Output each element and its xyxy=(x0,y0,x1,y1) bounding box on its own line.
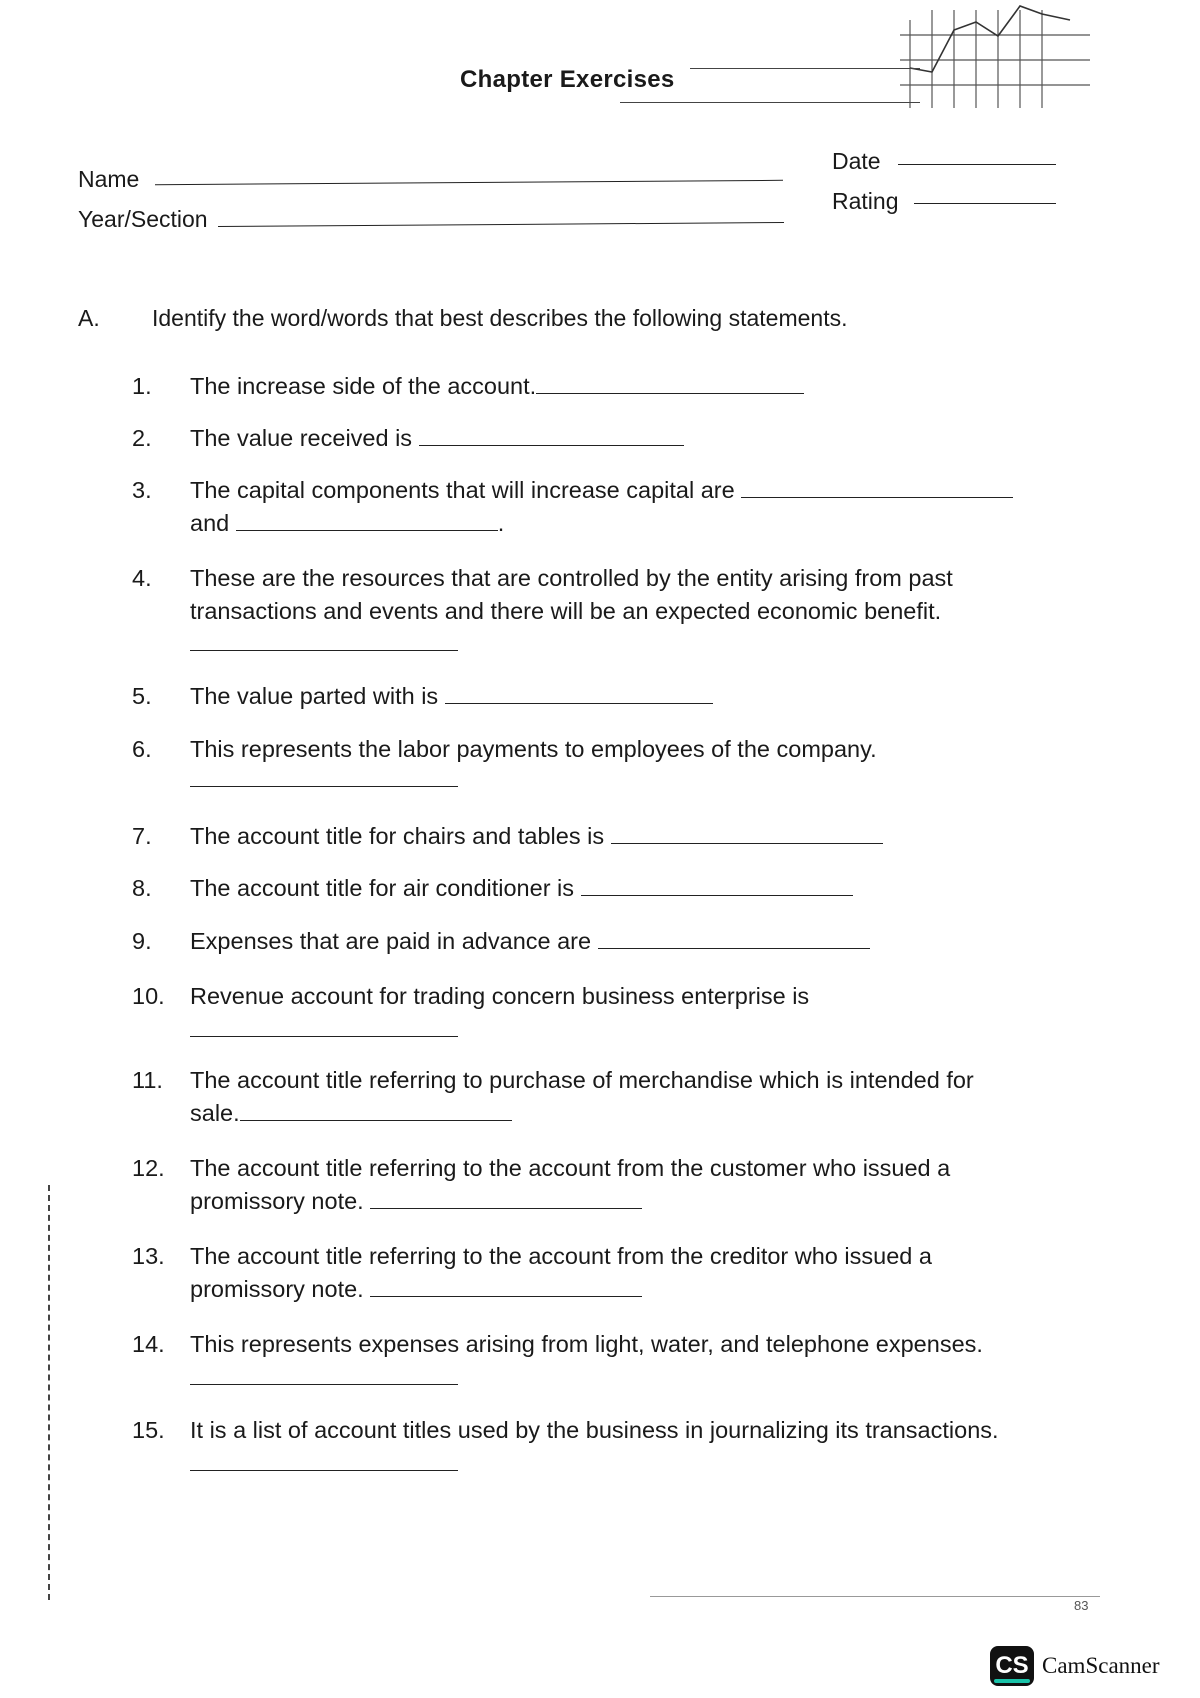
name-field[interactable] xyxy=(155,180,783,185)
question-text xyxy=(190,872,853,905)
question-text xyxy=(190,925,870,958)
answer-blank[interactable] xyxy=(190,1470,458,1471)
camscanner-watermark xyxy=(990,1646,1160,1686)
year-section-label: Year/Section xyxy=(78,206,208,232)
question-3 xyxy=(132,474,1132,544)
question-text-content: The value received is xyxy=(190,425,413,451)
question-text-content: Expenses that are paid in advance are xyxy=(190,928,592,954)
answer-blank[interactable] xyxy=(370,1186,642,1209)
question-number: 14. xyxy=(132,1331,165,1357)
question-9 xyxy=(132,925,1132,965)
answer-blank[interactable] xyxy=(419,423,684,446)
question-1 xyxy=(132,370,1132,410)
question-text-line-2 xyxy=(190,507,504,540)
rating-label: Rating xyxy=(832,188,899,214)
question-11 xyxy=(132,1064,1132,1136)
answer-blank[interactable] xyxy=(581,873,853,896)
rating-field[interactable] xyxy=(914,203,1056,204)
question-number: 1. xyxy=(132,373,152,399)
question-number: 9. xyxy=(132,928,152,954)
question-text xyxy=(190,820,883,853)
question-15 xyxy=(132,1414,1132,1484)
question-text-content: sale. xyxy=(190,1100,240,1126)
question-number: 2. xyxy=(132,425,152,451)
question-14 xyxy=(132,1328,1132,1398)
title-rule-right xyxy=(690,68,920,69)
question-text-line-2 xyxy=(190,1185,642,1218)
answer-blank-2[interactable] xyxy=(236,508,498,531)
question-6 xyxy=(132,733,1132,803)
answer-blank[interactable] xyxy=(240,1098,512,1121)
question-number: 12. xyxy=(132,1155,165,1181)
answer-blank[interactable] xyxy=(190,650,458,651)
question-text-suffix: . xyxy=(497,510,505,536)
question-text-line-2 xyxy=(190,1097,512,1130)
answer-blank[interactable] xyxy=(611,821,883,844)
year-section-field[interactable] xyxy=(218,222,784,227)
question-text-line-1: The account title referring to purchase of merchandise which is intended for xyxy=(190,1067,974,1093)
question-2 xyxy=(132,422,1132,462)
question-12 xyxy=(132,1152,1132,1224)
question-text-content: The increase side of the account. xyxy=(190,373,537,399)
answer-blank[interactable] xyxy=(190,786,458,787)
page-title: Chapter Exercises xyxy=(460,66,675,93)
question-number: 10. xyxy=(132,983,165,1009)
answer-blank[interactable] xyxy=(598,926,870,949)
question-text xyxy=(190,680,713,713)
question-text: Revenue account for trading concern business enterprise is xyxy=(190,983,810,1009)
title-rule-under xyxy=(620,102,920,103)
question-number: 11. xyxy=(132,1067,163,1093)
footer-rule xyxy=(650,1596,1100,1597)
camscanner-name: CamScanner xyxy=(1042,1653,1160,1678)
section-a-heading xyxy=(78,305,847,332)
question-number: 5. xyxy=(132,683,152,709)
question-number: 15. xyxy=(132,1417,165,1443)
question-10 xyxy=(132,980,1132,1050)
question-number: 13. xyxy=(132,1243,165,1269)
name-label: Name xyxy=(78,166,140,192)
question-number: 4. xyxy=(132,565,152,591)
question-number: 7. xyxy=(132,823,152,849)
decorative-chart-graphic xyxy=(880,0,1100,115)
question-text-line-1: The account title referring to the account from the creditor who issued a xyxy=(190,1243,932,1269)
question-number: 8. xyxy=(132,875,152,901)
page-number: 83 xyxy=(1074,1598,1089,1613)
question-5 xyxy=(132,680,1132,720)
question-8 xyxy=(132,872,1132,912)
question-13 xyxy=(132,1240,1132,1312)
question-text: It is a list of account titles used by the business in journalizing its transactions. xyxy=(190,1417,999,1443)
question-text-prefix: and xyxy=(190,510,230,536)
question-text-content: promissory note. xyxy=(190,1276,364,1302)
question-text-line-2: transactions and events and there will be an expected economic benefit. xyxy=(190,598,942,624)
question-7 xyxy=(132,820,1132,860)
date-field[interactable] xyxy=(898,164,1056,165)
question-text-content: The value parted with is xyxy=(190,683,439,709)
answer-blank[interactable] xyxy=(445,681,713,704)
question-number: 6. xyxy=(132,736,152,762)
question-text xyxy=(190,370,804,403)
question-number: 3. xyxy=(132,477,152,503)
answer-blank[interactable] xyxy=(370,1274,642,1297)
answer-blank[interactable] xyxy=(190,1036,458,1037)
question-text-line-1 xyxy=(190,474,1013,507)
question-4 xyxy=(132,562,1132,662)
question-text-line-1: These are the resources that are controlled by the entity arising from past xyxy=(190,565,953,591)
answer-blank[interactable] xyxy=(536,371,804,394)
section-letter: A. xyxy=(78,305,100,331)
date-label: Date xyxy=(832,148,881,174)
question-text-line-1: The account title referring to the account from the customer who issued a xyxy=(190,1155,951,1181)
question-text-content: The account title for air conditioner is xyxy=(190,875,575,901)
camscanner-logo-icon: CS xyxy=(990,1646,1034,1686)
question-text-line-2 xyxy=(190,1273,642,1306)
question-text: This represents the labor payments to employees of the company. xyxy=(190,736,877,762)
question-text-content: The account title for chairs and tables is xyxy=(190,823,605,849)
section-instruction: Identify the word/words that best describes the following statements. xyxy=(152,305,848,331)
answer-blank-1[interactable] xyxy=(741,475,1013,498)
question-text-content: promissory note. xyxy=(190,1188,364,1214)
question-text xyxy=(190,422,684,455)
binding-margin-dashes xyxy=(48,1185,50,1600)
question-text-content: The capital components that will increase capital are xyxy=(190,477,735,503)
question-text: This represents expenses arising from light, water, and telephone expenses. xyxy=(190,1331,983,1357)
answer-blank[interactable] xyxy=(190,1384,458,1385)
